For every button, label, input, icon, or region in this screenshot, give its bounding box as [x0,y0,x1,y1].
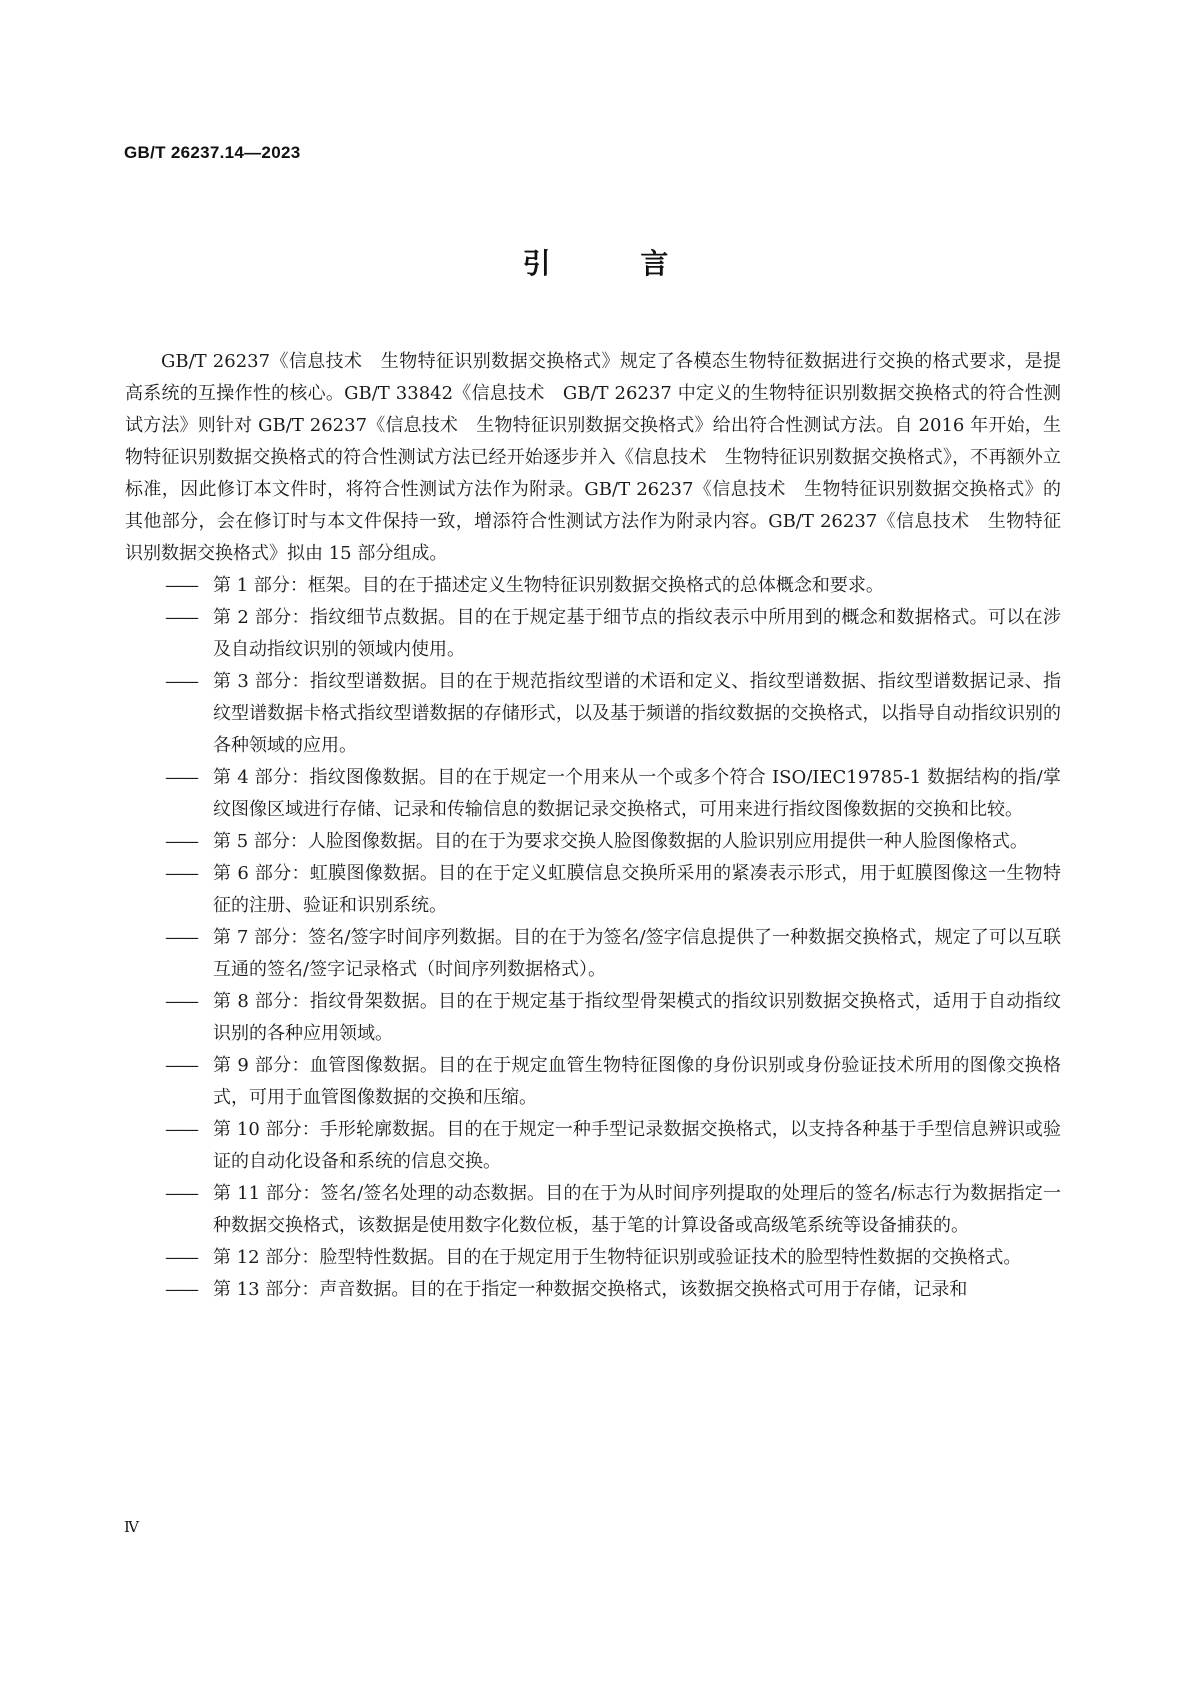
list-item [125,826,1061,858]
list-item [125,986,1061,1050]
list-dash: —— [165,607,197,628]
list-dash: —— [165,1183,197,1204]
list-dash: —— [165,991,197,1012]
list-item-text: 第 7 部分：签名/签字时间序列数据。目的在于为签名/签字信息提供了一种数据交换格式，规定了可以互联互通的签名/签字记录格式（时间序列数据格式）。 [213,927,1061,980]
list-item [125,666,1061,762]
intro-paragraph: GB/T 26237《信息技术 生物特征识别数据交换格式》规定了各模态生物特征数据进行交换的格式要求，是提高系统的互操作性的核心。GB/T 33842《信息技术 GB/T 26237 中定义的生物特征识别数据交换格式的符合性测试方法》则针对 GB/T 26237《信息技术 生物特征识别数据交换格式》给出符合性测试方法。自 2016 年开始，生物特征识别数据交换格式的符合性测试方法已经开始逐步并入《信息技术 生物特征识别数据交换格式》，不再额外立标准，因此修订本文件时，将符合性测试方法作为附录。GB/T 26237《信息技术 生物特征识别数据交换格式》的其他部分，会在修订时与本文件保持一致，增添符合性测试方法作为附录内容。GB/T 26237《信息技术 生物特征识别数据交换格式》拟由 15 部分组成。 [125,351,1061,564]
list-dash: —— [165,671,197,692]
list-dash: —— [165,575,197,596]
list-dash: —— [165,1279,197,1300]
list-dash: —— [165,1055,197,1076]
list-item [125,858,1061,922]
list-item-text: 第 11 部分：签名/签名处理的动态数据。目的在于为从时间序列提取的处理后的签名/标志行为数据指定一种数据交换格式，该数据是使用数字化数位板，基于笔的计算设备或高级笔系统等设备捕获的。 [213,1183,1061,1236]
list-dash: —— [165,1247,197,1268]
list-item-text: 第 13 部分：声音数据。目的在于指定一种数据交换格式，该数据交换格式可用于存储，记录和 [213,1279,968,1300]
list-item [125,1178,1061,1242]
list-dash: —— [165,831,197,852]
page-number: Ⅳ [124,1518,139,1536]
list-item-text: 第 3 部分：指纹型谱数据。目的在于规范指纹型谱的术语和定义、指纹型谱数据、指纹型谱数据记录、指纹型谱数据卡格式指纹型谱数据的存储形式，以及基于频谱的指纹数据的交换格式，以指导自动指纹识别的各种领域的应用。 [213,671,1061,756]
list-item-text: 第 6 部分：虹膜图像数据。目的在于定义虹膜信息交换所采用的紧凑表示形式，用于虹膜图像这一生物特征的注册、验证和识别系统。 [213,863,1061,916]
list-item [125,602,1061,666]
list-item [125,922,1061,986]
list-dash: —— [165,767,197,788]
page-title: 引 言 [522,247,709,280]
list-item [125,1114,1061,1178]
list-item-text: 第 5 部分：人脸图像数据。目的在于为要求交换人脸图像数据的人脸识别应用提供一种人脸图像格式。 [213,831,1028,852]
list-item [125,1242,1061,1274]
list-dash: —— [165,927,197,948]
list-item [125,1050,1061,1114]
list-item-text: 第 12 部分：脸型特性数据。目的在于规定用于生物特征识别或验证技术的脸型特性数据的交换格式。 [213,1247,1022,1268]
list-item-text: 第 10 部分：手形轮廓数据。目的在于规定一种手型记录数据交换格式，以支持各种基于手型信息辨识或验证的自动化设备和系统的信息交换。 [213,1119,1061,1172]
list-item-text: 第 4 部分：指纹图像数据。目的在于规定一个用来从一个或多个符合 ISO/IEC19785-1 数据结构的指/掌纹图像区域进行存储、记录和传输信息的数据记录交换格式，可用来进行指纹图像数据的交换和比较。 [213,767,1061,820]
list-item [125,1274,1061,1306]
document-body [125,346,1061,1306]
list-item-text: 第 8 部分：指纹骨架数据。目的在于规定基于指纹型骨架模式的指纹识别数据交换格式，适用于自动指纹识别的各种应用领域。 [213,991,1061,1044]
document-number: GB/T 26237.14—2023 [124,143,301,162]
list-item-text: 第 1 部分：框架。目的在于描述定义生物特征识别数据交换格式的总体概念和要求。 [213,575,884,596]
list-item-text: 第 9 部分：血管图像数据。目的在于规定血管生物特征图像的身份识别或身份验证技术所用的图像交换格式，可用于血管图像数据的交换和压缩。 [213,1055,1061,1108]
parts-list [125,570,1061,1306]
list-item-text: 第 2 部分：指纹细节点数据。目的在于规定基于细节点的指纹表示中所用到的概念和数据格式。可以在涉及自动指纹识别的领域内使用。 [213,607,1061,660]
list-item [125,762,1061,826]
list-dash: —— [165,1119,197,1140]
list-dash: —— [165,863,197,884]
list-item [125,570,1061,602]
